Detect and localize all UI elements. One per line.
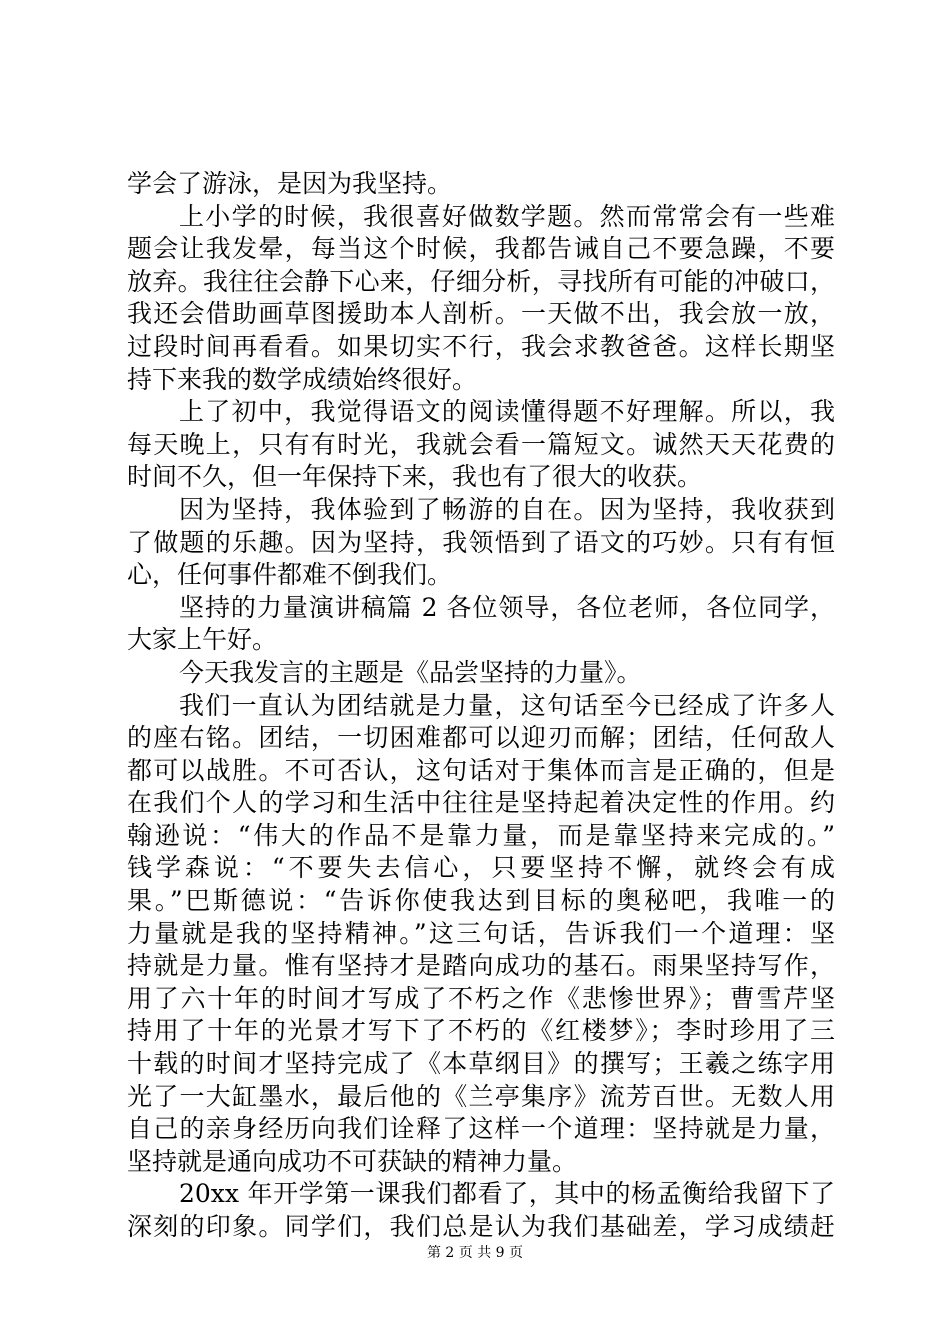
text-line: 持用了十年的光景才写下了不朽的《红楼梦》；李时珍用了三 [127, 1016, 835, 1046]
text-line: 大家上午好。 [127, 625, 278, 655]
text-line: 20xx 年开学第一课我们都看了，其中的杨孟衡给我留下了 [179, 1179, 835, 1209]
text-line: 持下来我的数学成绩始终很好。 [127, 364, 478, 394]
document-body [127, 168, 835, 1244]
text-line: 我们一直认为团结就是力量，这句话至今已经成了许多人 [179, 690, 835, 720]
text-line: 我还会借助画草图援助本人剖析。一天做不出，我会放一放， [127, 299, 835, 329]
text-line: 坚持就是通向成功不可获缺的精神力量。 [127, 1146, 578, 1176]
text-line: 光了一大缸墨水，最后他的《兰亭集序》流芳百世。无数人用 [127, 1081, 835, 1111]
text-line: 翰逊说：“伟大的作品不是靠力量，而是靠坚持来完成的。” [127, 820, 835, 850]
text-line: 今天我发言的主题是《品尝坚持的力量》。 [179, 657, 642, 687]
text-line: 学会了游泳，是因为我坚持。 [127, 169, 453, 198]
text-line: 题会让我发晕，每当这个时候，我都告诫自己不要急躁，不要 [127, 234, 835, 264]
text-line: 果。”巴斯德说：“告诉你使我达到目标的奥秘吧，我唯一的 [127, 886, 835, 916]
text-line: 了做题的乐趣。因为坚持，我领悟到了语文的巧妙。只有有恒 [127, 527, 835, 557]
text-line: 放弃。我往往会静下心来，仔细分析，寻找所有可能的冲破口， [127, 266, 835, 296]
text-line: 上小学的时候，我很喜好做数学题。然而常常会有一些难 [179, 201, 835, 231]
text-line: 力量就是我的坚持精神。”这三句话，告诉我们一个道理：坚 [127, 918, 835, 948]
text-line: 用了六十年的时间才写成了不朽之作《悲惨世界》；曹雪芹坚 [127, 983, 835, 1013]
page-footer: 第 2 页 共 9 页 [426, 1245, 524, 1261]
text-line: 坚持的力量演讲稿篇 2 各位领导，各位老师，各位同学， [179, 592, 835, 622]
text-line: 深刻的印象。同学们，我们总是认为我们基础差，学习成绩赶 [127, 1212, 835, 1241]
text-line: 每天晚上，只有有时光，我就会看一篇短文。诚然天天花费的 [127, 429, 835, 459]
text-line: 心，任何事件都难不倒我们。 [127, 560, 453, 590]
text-line: 的座右铭。团结，一切困难都可以迎刃而解；团结，任何敌人 [127, 723, 835, 753]
text-line: 持就是力量。惟有坚持才是踏向成功的基石。雨果坚持写作， [127, 951, 835, 981]
text-line: 因为坚持，我体验到了畅游的自在。因为坚持，我收获到 [179, 494, 835, 524]
text-line: 自己的亲身经历向我们诠释了这样一个道理：坚持就是力量， [127, 1114, 835, 1144]
text-line: 在我们个人的学习和生活中往往是坚持起着决定性的作用。约 [127, 788, 835, 818]
text-line: 十载的时间才坚持完成了《本草纲目》的撰写；王羲之练字用 [127, 1049, 835, 1079]
text-line: 都可以战胜。不可否认，这句话对于集体而言是正确的，但是 [127, 755, 835, 785]
text-line: 时间不久，但一年保持下来，我也有了很大的收获。 [127, 462, 703, 492]
text-line: 上了初中，我觉得语文的阅读懂得题不好理解。所以，我 [179, 397, 835, 427]
text-line: 过段时间再看看。如果切实不行，我会求教爸爸。这样长期坚 [127, 331, 835, 361]
text-line: 钱学森说：“不要失去信心，只要坚持不懈，就终会有成 [127, 853, 835, 883]
